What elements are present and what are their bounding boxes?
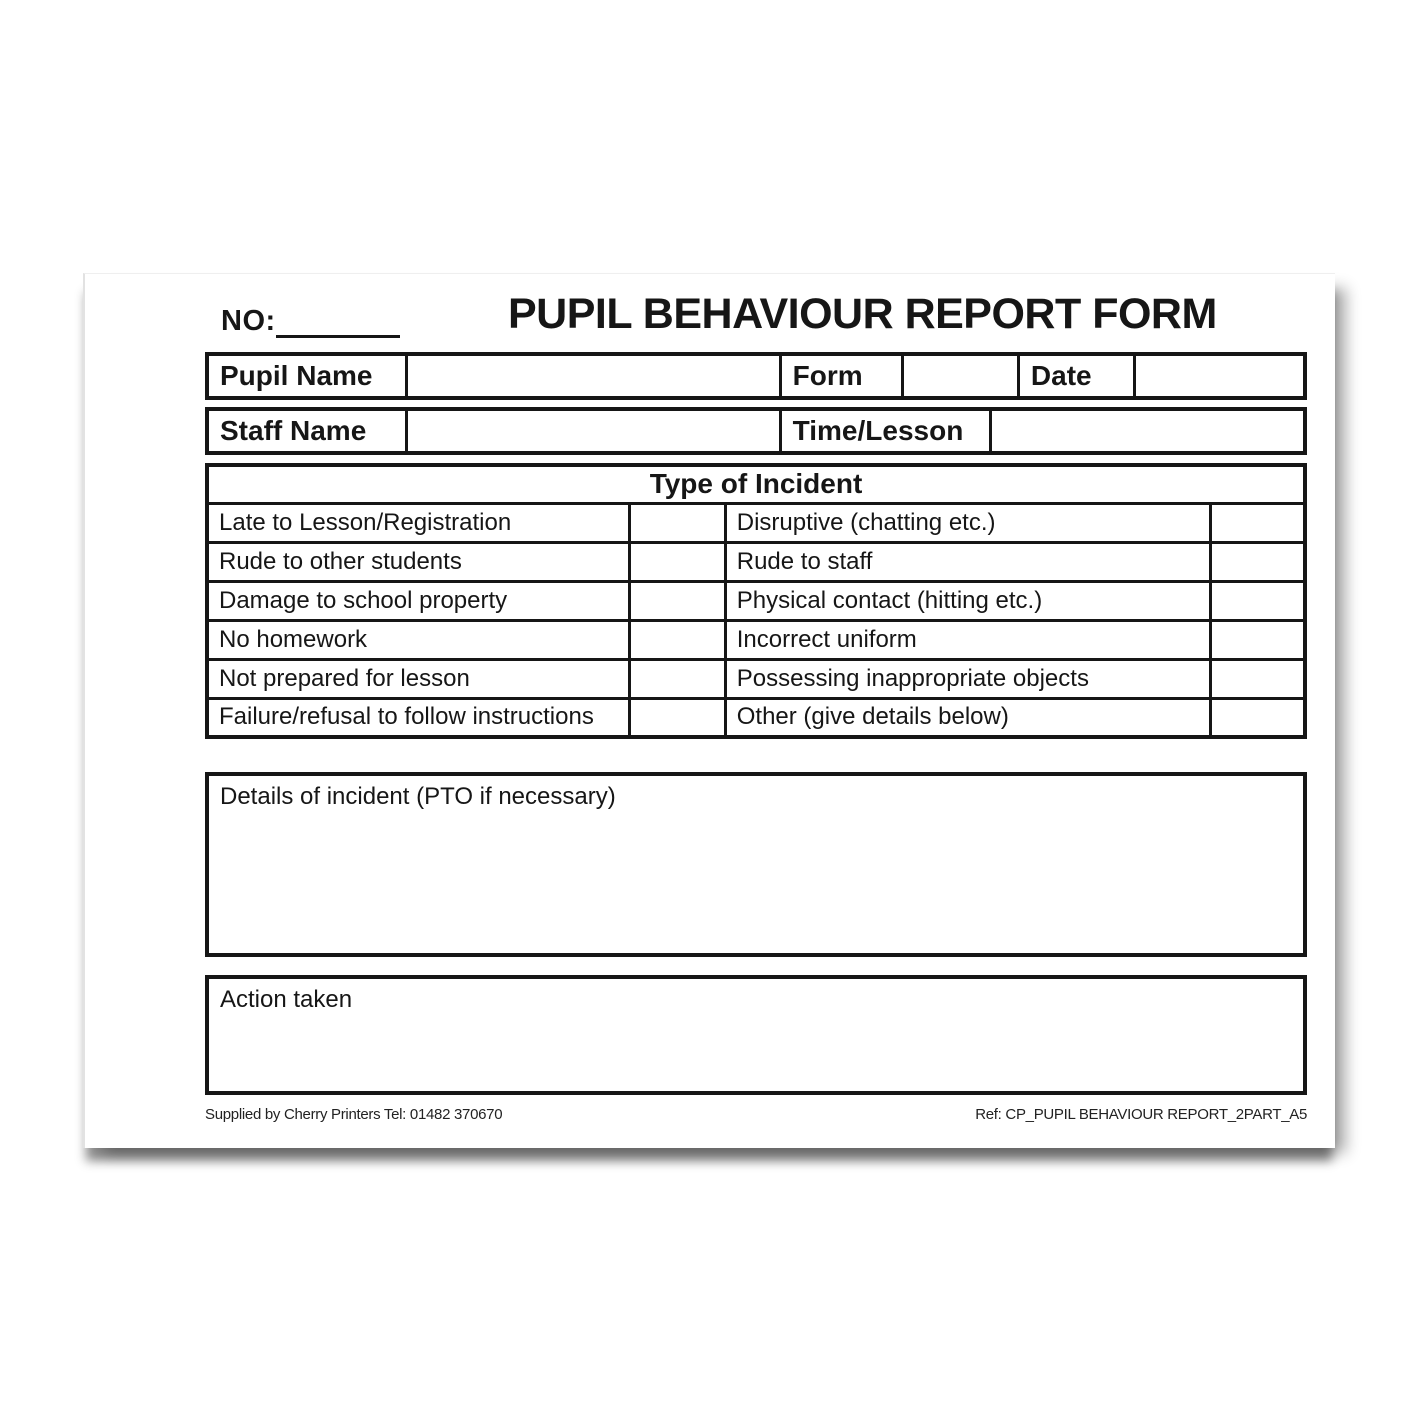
incident-label-uniform: Incorrect uniform (725, 620, 1210, 659)
incident-label-rude-staff: Rude to staff (725, 542, 1210, 581)
incident-label-rude-students: Rude to other students (207, 542, 630, 581)
staff-name-label: Staff Name (207, 409, 407, 453)
incident-label-late: Late to Lesson/Registration (207, 503, 630, 542)
action-taken-box[interactable] (205, 975, 1307, 1095)
incident-label-damage: Damage to school property (207, 581, 630, 620)
incident-checkbox-cell-rude-staff[interactable] (1211, 542, 1305, 581)
details-of-incident-label: Details of incident (PTO if necessary) (220, 783, 616, 810)
date-input-cell[interactable] (1135, 354, 1305, 398)
form-input-cell[interactable] (902, 354, 1018, 398)
pupil-name-form-date-table (205, 352, 1307, 400)
date-label: Date (1018, 354, 1134, 398)
incident-label-other: Other (give details below) (725, 698, 1210, 737)
incident-checkbox-cell-no-homework[interactable] (630, 620, 726, 659)
incident-checkbox-cell-late[interactable] (630, 503, 726, 542)
form-number-field (221, 305, 400, 338)
incident-checkbox-cell-physical[interactable] (1211, 581, 1305, 620)
staff-name-input-cell[interactable] (407, 409, 780, 453)
incident-checkbox-cell-not-prepared[interactable] (630, 659, 726, 698)
type-of-incident-table (205, 463, 1307, 739)
pupil-name-input-cell[interactable] (407, 354, 780, 398)
incident-label-not-prepared: Not prepared for lesson (207, 659, 630, 698)
incident-label-physical: Physical contact (hitting etc.) (725, 581, 1210, 620)
form-number-fill-line[interactable] (276, 312, 400, 338)
incident-checkbox-cell-rude-students[interactable] (630, 542, 726, 581)
incident-label-disruptive: Disruptive (chatting etc.) (725, 503, 1210, 542)
type-of-incident-header: Type of Incident (207, 465, 1305, 503)
form-title: PUPIL BEHAVIOUR REPORT FORM (508, 290, 1217, 338)
time-lesson-input-cell[interactable] (991, 409, 1305, 453)
incident-label-objects: Possessing inappropriate objects (725, 659, 1210, 698)
action-taken-label: Action taken (220, 986, 353, 1013)
paper-footer (205, 1106, 1307, 1123)
incident-checkbox-cell-uniform[interactable] (1211, 620, 1305, 659)
footer-supplier-text: Supplied by Cherry Printers Tel: 01482 370670 (205, 1106, 503, 1123)
pupil-name-label: Pupil Name (207, 354, 407, 398)
pupil-behaviour-report-form (83, 273, 1335, 1148)
incident-label-refusal: Failure/refusal to follow instructions (207, 698, 630, 737)
staff-name-time-table (205, 407, 1307, 455)
incident-label-no-homework: No homework (207, 620, 630, 659)
time-lesson-label: Time/Lesson (780, 409, 991, 453)
incident-checkbox-cell-other[interactable] (1211, 698, 1305, 737)
form-label: Form (780, 354, 902, 398)
footer-ref-text: Ref: CP_PUPIL BEHAVIOUR REPORT_2PART_A5 (975, 1106, 1307, 1123)
form-number-label: NO: (221, 305, 276, 337)
details-of-incident-box[interactable] (205, 772, 1307, 957)
incident-checkbox-cell-damage[interactable] (630, 581, 726, 620)
incident-checkbox-cell-disruptive[interactable] (1211, 503, 1305, 542)
incident-checkbox-cell-refusal[interactable] (630, 698, 726, 737)
incident-checkbox-cell-objects[interactable] (1211, 659, 1305, 698)
